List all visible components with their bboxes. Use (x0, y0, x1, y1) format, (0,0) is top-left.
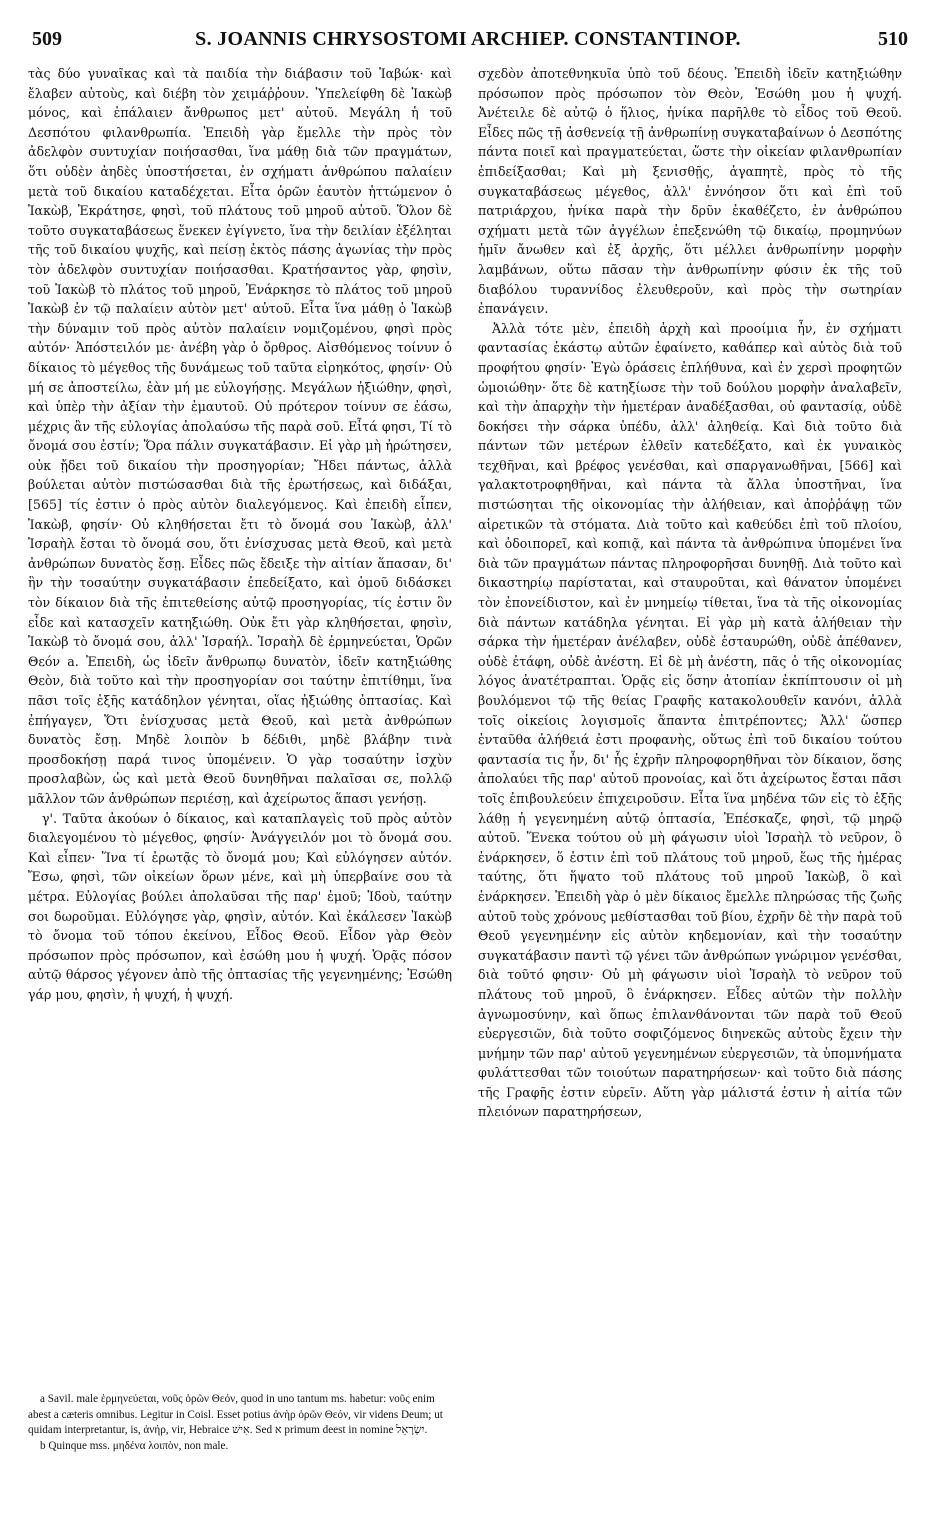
footnotes (28, 1392, 452, 1454)
running-title: S. JOANNIS CHRYSOSTOMI ARCHIEP. CONSTANTINOP. (195, 28, 741, 50)
page-number-right: 510 (878, 28, 908, 50)
paragraph: σχεδὸν ἀποτεθνηκυῖα ὑπὸ τοῦ δέους. Ἐπειδὴ ἰδεῖν κατηξιώθην πρόσωπον πρὸς πρόσωπον τὸν Θεὸν, Ἐσώθη μου ἡ ψυχή. Ἀνέτειλε δὲ αὐτῷ ὁ ἥλιος, ἡνίκα παρῆλθε τὸ εἶδος τοῦ Θεοῦ. Εἶδες πῶς τῇ ἀσθενείᾳ τῇ ἀνθρωπίνῃ συγκαταβαίνων ὁ Δεσπότης πάντα ποιεῖ καὶ πραγματεύεται, ὥστε τὴν οἰκείαν φιλανθρωπίαν ἐπιδείξασθαι; Καὶ μὴ ξενισθῇς, ἀγαπητὲ, πρὸς τὸ τῆς συγκαταβάσεως μέγεθος, ἀλλ' ἐννόησον ὅτι καὶ ἐπὶ τοῦ πατριάρχου, ἡνίκα παρὰ τὴν δρῦν ἐκαθέζετο, ἐν ἀνθρώπου σχήματι μετὰ τῶν ἀγγέλων ἐπεξενώθη τῷ δικαίῳ, προμηνύων ἡμῖν ἄνωθεν καὶ ἐξ ἀρχῆς, ὅτι μέλλει ἀνθρωπίνην μορφὴν λαμβάνων, οὕτω πᾶσαν τὴν ἀνθρωπίνην φύσιν ἐκ τῆς τοῦ διαβόλου τυραννίδος ἐλευθεροῦν, καὶ πρὸς τὴν σωτηρίαν ἐπανάγειν. (478, 66, 902, 317)
right-column (478, 64, 902, 1122)
paragraph: γ'. Ταῦτα ἀκούων ὁ δίκαιος, καὶ καταπλαγεὶς τοῦ πρὸς αὐτὸν διαλεγομένου τὸ μέγεθος, φησίν· Ἀνάγγειλόν μοι τὸ ὄνομά σου. Καὶ εἶπεν· Ἵνα τί ἐρωτᾷς τὸ ὄνομά μου; Καὶ εὐλόγησεν αὐτόν. Ἔσω, φησὶ, τῶν οἰκείων ὅρων μένε, καὶ μὴ ὑπερβαίνε σου τὰ μέτρα. Εὐλογίας βούλει ἀπολαῦσαι τῆς παρ' ἐμοῦ; Ἰδοὺ, ταύτην σοι δωροῦμαι. Εὐλόγησε γὰρ, φησὶν, αὐτόν. Καὶ ἐκάλεσεν Ἰακὼβ τὸ ὄνομα τοῦ τόπου ἐκείνου, Εἶδος Θεοῦ. Εἶδον γὰρ Θεὸν πρόσωπον πρὸς πρόσωπον, καὶ ἐσώθη μου ἡ ψυχή. Ὁρᾷς πόσον αὐτῷ θάρσος γέγονεν ἀπὸ τῆς ὀπτασίας τῆς γεγενημένης; Ἐσώθη γάρ μου, φησὶν, ἡ ψυχή, ἡ ψυχή. (28, 810, 452, 1002)
paragraph: Ἀλλὰ τότε μὲν, ἐπειδὴ ἀρχὴ καὶ προοίμια ἦν, ἐν σχήματι φαντασίας ἑκάστῳ αὐτῶν ἐφαίνετο, καθάπερ καὶ αὐτὸς διὰ τοῦ προφήτου φησίν· Ἐγὼ ὁράσεις ἐπλήθυνα, καὶ ἐν χερσὶ προφητῶν ὡμοιώθην· ὅτε δὲ κατηξίωσε τὴν τοῦ δούλου μορφὴν ἀναλαβεῖν, καὶ τὴν ἀπαρχὴν τὴν ἡμετέραν ἀναδέξασθαι, οὐ φαντασίᾳ, οὐδὲ δοκήσει τὴν σάρκα ὑπέδυ, ἀλλ' ἀληθείᾳ. Καὶ διὰ τοῦτο διὰ πάντων τῶν μετέρων ἐλθεῖν κατεδέξατο, καὶ ἐκ γυναικὸς τεχθῆναι, καὶ βρέφος γενέσθαι, καὶ σπαργανωθῆναι, [566] καὶ γαλακτοτροφηθῆναι, καὶ πάντα τὰ ἄλλα ὑποστῆναι, ἵνα πιστώσηται τῆς οἰκονομίας τὴν ἀλήθειαν, καὶ ἀποῤῥάψῃ τῶν αἱρετικῶν τὰ στόματα. Διὰ τοῦτο καὶ καθεύδει ἐπὶ τοῦ πλοίου, καὶ ὁδοιπορεῖ, καὶ κοπιᾷ, καὶ πάντα τὰ ἀνθρώπινα ὑπομένει ἵνα διὰ τῶν πραγμάτων πάντας πληροφορῆσαι δυνηθῇ. Διὰ τοῦτο καὶ δικαστηρίῳ παρίσταται, καὶ σταυροῦται, καὶ θάνατον ὑπομένει τὸν ἐπονείδιστον, καὶ ἐν μνημείῳ τίθεται, ἵνα τὰ τῆς οἰκονομίας διὰ πάντων κατάδηλα γένηται. Εἰ γὰρ μὴ κατὰ ἀλήθειαν τὴν σάρκα τὴν ἡμετέραν ἀνέλαβεν, οὐδὲ ἐσταυρώθη, οὐδὲ ἀπέθανεν, οὐδὲ ἐτάφη, οὐδὲ ἀνέστη. Εἰ δὲ μὴ ἀνέστη, πᾶς ὁ τῆς οἰκονομίας λόγος ἀνατέτραπται. Ὁρᾷς εἰς ὅσην ἀτοπίαν ἐκπίπτουσιν οἱ μὴ βουλόμενοι τῷ τῆς θείας Γραφῆς κατακολουθεῖν κανόνι, ἀλλὰ τοῖς οἰκείοις λογισμοῖς ἅπαντα ἐπιτρέποντες; Ἀλλ' ὥσπερ ἐνταῦθα ἀλήθειά ἐστι προφανὴς, οὕτως ἐπὶ τοῦ δικαίου τούτου φαντασία τις ἦν, δι' ἧς ἐχρῆν πληροφορηθῆναι τὸν δίκαιον, ὅσης ἀπολαύει τῆς παρ' αὐτοῦ προνοίας, καὶ ὅτι ἀχείρωτος ἔσται πᾶσι τοῖς ἐπιβουλεύειν ἐπιχειροῦσιν. Εἶτα ἵνα μηδένα τῶν εἰς τὸ ἑξῆς λάθῃ ἡ γεγενημένη αὐτῷ ὀπτασία, Ἐπέσκαζε, φησὶ, τῷ μηρῷ αὐτοῦ. Ἕνεκα τούτου οὐ μὴ φάγωσιν υἱοὶ Ἰσραὴλ τὸ νεῦρον, ὃ ἐνάρκησεν, ὅ ἐστιν ἐπὶ τοῦ πλάτους τοῦ μηροῦ, ἕως τῆς ἡμέρας ταύτης, ὅτι ἥψατο τοῦ πλάτους τοῦ μηροῦ Ἰακὼβ, ὃ καὶ ἐνάρκησεν. Ἐπειδὴ γὰρ ὁ μὲν δίκαιος ἔμελλε πληρώσας τῆς ζωῆς αὐτοῦ τοὺς χρόνους μεθίστασθαι τοῦ βίου, ἐχρῆν δὲ τὴν παρὰ τοῦ Θεοῦ γεγενημένην εἰς αὐτὸν κηδεμονίαν, καὶ τὴν τοσαύτην συγκατάβασιν παντὶ τῷ γένει τῶν ἀνθρώπων γνώριμον γενέσθαι, διὰ τοῦτό φησιν· Οὐ μὴ φάγωσιν υἱοὶ Ἰσραὴλ τὸ νεῦρον τοῦ πλάτους τοῦ μηροῦ, ὃ ἐνάρκησεν. Εἶδες αὐτῶν τὴν πολλὴν ἀγνωμοσύνην, καὶ ὅπως ἐπιλανθάνονται τῶν παρὰ τοῦ Θεοῦ εὐεργεσιῶν, διὰ τοῦτο σοφιζόμενος διηνεκῶς αὐτοὺς ἔχειν τὴν μνήμην τῶν παρ' αὐτοῦ γεγενημένων εὐεργεσιῶν, τὰ ὑπομνήματα φυλάττεσθαι τῶν τοιούτων παρατηρήσεων· καὶ τοῦτο διὰ πάσης τῆς Γραφῆς ἐστιν εὑρεῖν. Αὕτη γὰρ μάλιστά ἐστιν ἡ αἰτία τῶν πλειόνων παρατηρήσεων, (478, 320, 902, 1120)
running-header (28, 28, 908, 56)
paragraph: τὰς δύο γυναῖκας καὶ τὰ παιδία τὴν διάβασιν τοῦ Ἰαβώκ· καὶ ἔλαβεν αὐτοὺς, καὶ διέβη τὸν χειμάῤῥουν. Ὑπελείφθη δὲ Ἰακὼβ μόνος, καὶ ἐπάλαιεν ἄνθρωπος μετ' αὐτοῦ. Μεγάλη ἡ τοῦ Δεσπότου φιλανθρωπία. Ἐπειδὴ γὰρ ἔμελλε τὴν πρὸς τὸν ἀδελφὸν συντυχίαν ποιήσασθαι, ἵνα μάθῃ διὰ τῶν πραγμάτων, ὅτι οὐδὲν ἀηδὲς ὑποστήσεται, ἐν σχήματι ἀνθρώπου παλαίειν μετὰ τοῦ δικαίου καταδέχεται. Εἶτα ὁρῶν ἑαυτὸν ἡττώμενον ὁ Ἰακὼβ, Ἐκράτησε, φησὶ, τοῦ πλάτους τοῦ μηροῦ αὐτοῦ. Ὅλον δὲ τοῦτο συγκαταβάσεως ἕνεκεν ἐγίγνετο, ἵνα τὴν δειλίαν ἐξέληται τῆς τοῦ δικαίου ψυχῆς, καὶ πείσῃ ἐκτὸς πάσης ἀγωνίας τὴν πρὸς τὸν ἀδελφὸν συντυχίαν ποιήσασθαι. Κρατήσαντος γὰρ, φησὶν, τοῦ Ἰακὼβ τὸ πλάτος τοῦ μηροῦ, Ἐνάρκησε τὸ πλάτος τοῦ μηροῦ Ἰακὼβ ἐν τῷ παλαίειν αὐτὸν μετ' αὐτοῦ. Εἶτα ἵνα μάθῃ ὁ Ἰακὼβ τὴν δύναμιν τοῦ πρὸς αὐτὸν παλαίειν νομιζομένου, φησὶ πρὸς αὐτόν· Ἀπόστειλόν με· ἀνέβη γὰρ ὁ ὄρθρος. Αἰσθόμενος τοίνυν ὁ δίκαιος τὸ μέγεθος τῆς δυνάμεως τοῦ ταῦτα εἰρηκότος, φησίν· Οὐ μή σε ἀποστείλω, ἐὰν μή με εὐλογήσῃς. Μεγάλων ἠξιώθην, φησὶ, καὶ ὑπὲρ τὴν ἀξίαν τὴν ἐμαυτοῦ. Οὐ πρότερον τοίνυν σε ἐάσω, μέχρις ἂν τῆς εὐλογίας ἀπολαύσω τῆς παρὰ σοῦ. Εἶτά φησι, Τί τὸ ὄνομά σου ἐστίν; Ὅρα πάλιν συγκατάβασιν. Εἰ γὰρ μὴ ἠρώτησεν, οὐκ ᾔδει τοῦ δικαίου τὴν προσηγορίαν; Ἤδει πάντως, ἀλλὰ βούλεται αὐτὸν πιστώσασθαι διὰ τῆς ἐρωτήσεως, καὶ διδάξαι, [565] τίς ἐστιν ὁ πρὸς αὐτὸν διαλεγόμενος. Καὶ ἐπειδὴ εἶπεν, Ἰακὼβ, φησίν· Οὐ κληθήσεται ἔτι τὸ ὄνομά σου Ἰακὼβ, ἀλλ' Ἰσραὴλ ἔσται τὸ ὄνομά σου, ὅτι ἐνίσχυσας μετὰ Θεοῦ, καὶ μετὰ ἀνθρώπων δυνατὸς ἔσῃ. Εἶδες πῶς ἔδειξε τὴν αἰτίαν ἅπασαν, δι' ἣν τὴν τοσαύτην συγκατάβασιν ἐπεδείξατο, καὶ ὁμοῦ διδάσκει τὸν δίκαιον διὰ τῆς ἐπιτεθείσης αὐτῷ προσηγορίας, τίς ἐστιν ὃν εἶδε καὶ κατασχεῖν κατηξιώθη. Οὐκ ἔτι γὰρ κληθήσεται, φησὶν, Ἰακὼβ τὸ ὄνομά σου, ἀλλ' Ἰσραήλ. Ἰσραὴλ δὲ ἑρμηνεύεται, Ὁρῶν Θεόν a. Ἐπειδὴ, ὡς ἰδεῖν ἄνθρωπῳ δυνατὸν, ἰδεῖν κατηξιώθης Θεὸν, διὰ τοῦτο καὶ τὴν προσηγορίαν σοι ταύτην ἐπιτίθημι, ἵνα πᾶσι τοῖς ἑξῆς κατάδηλον γένηται, οἵας ἠξιώθης ὀπτασίας. Καὶ ἐπήγαγεν, Ὅτι ἐνίσχυσας μετὰ Θεοῦ, καὶ μετὰ ἀνθρώπων δυνατὸς ἔσῃ. Μηδὲ λοιπὸν b δέδιθι, μηδὲ βλάβην τινὰ προσδοκήσῃ παρά τινος ὑπομένειν. Ὁ γὰρ τοσαύτην ἰσχὺν προσλαβὼν, ὡς καὶ μετὰ Θεοῦ δυνηθῆναι παλαῖσαι σε, πολλῷ μᾶλλον τῶν ἀνθρώπων περιέσῃ, καὶ ἀχείρωτος ἅπασι γενήσῃ. (28, 66, 452, 806)
footnote: b Quinque mss. μηδένα λοιπὸν, non male. (40, 1439, 229, 1452)
page-number-left: 509 (32, 28, 62, 50)
footnote: a Savil. male ἑρμηνεύεται, νοῦς ὁρῶν Θεόν, quod in uno tantum ms. habetur: νοῦς enim abest a cæteris omnibus. Legitur in Coisl. Esset potius ἀνὴρ ὁρῶν Θεόν, vir videns Deum; ut quidam interpretantur, is, ἀνήρ, vir, Hebraice אִישׁ. Sed א primum deest in nomine יִשְׂרָאֵל. (28, 1393, 443, 1437)
left-column (28, 64, 452, 1005)
